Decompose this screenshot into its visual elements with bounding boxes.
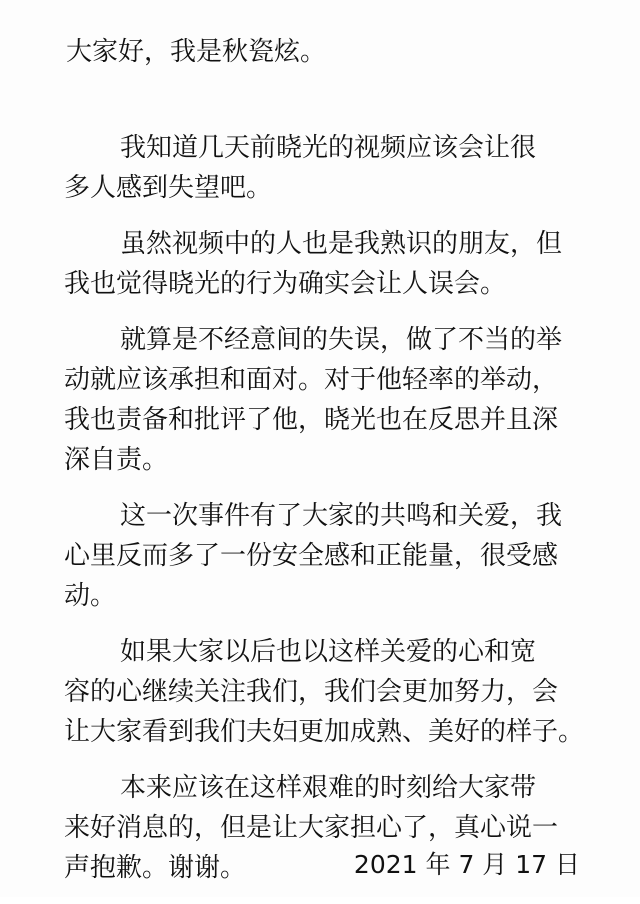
letter-paragraph — [64, 496, 594, 616]
paragraph-line: 动就应该承担和面对。对于他轻率的举动， — [64, 365, 559, 395]
paragraph-line: 多人感到失望吧。 — [64, 173, 273, 203]
letter-paragraph — [64, 128, 594, 208]
paragraph-line: 让大家看到我们夫妇更加成熟、美好的样子。 — [64, 717, 585, 747]
paragraph-line: 如果大家以后也以这样关爱的心和宽 — [120, 637, 537, 667]
paragraph-line: 就算是不经意间的失误，做了不当的举 — [120, 325, 563, 355]
paragraph-line: 本来应该在这样艰难的时刻给大家带 — [120, 773, 537, 803]
letter-greeting: 大家好，我是秋瓷炫。 — [66, 37, 327, 67]
paragraph-line: 来好消息的，但是让大家担心了，真心说一 — [64, 813, 559, 843]
letter-date: 2021 年 7 月 17 日 — [353, 850, 580, 879]
paragraph-line: 我也觉得晓光的行为确实会让人误会。 — [64, 269, 507, 299]
letter-body — [64, 128, 594, 904]
paragraph-line: 动。 — [64, 581, 117, 611]
letter-paragraph — [64, 632, 594, 752]
paragraph-line: 虽然视频中的人也是我熟识的朋友，但 — [120, 229, 563, 259]
letter-paragraph — [64, 320, 594, 480]
paragraph-line: 深自责。 — [64, 445, 169, 475]
paragraph-line: 我也责备和批评了他，晓光也在反思并且深 — [64, 405, 559, 435]
paragraph-line: 心里反而多了一份安全感和正能量，很受感 — [64, 541, 559, 571]
letter-paragraph — [64, 224, 594, 304]
paragraph-line: 容的心继续关注我们，我们会更加努力，会 — [64, 677, 559, 707]
paragraph-line: 我知道几天前晓光的视频应该会让很 — [120, 133, 537, 163]
paragraph-line: 声抱歉。谢谢。 — [64, 853, 247, 883]
paragraph-line: 这一次事件有了大家的共鸣和关爱，我 — [120, 501, 563, 531]
